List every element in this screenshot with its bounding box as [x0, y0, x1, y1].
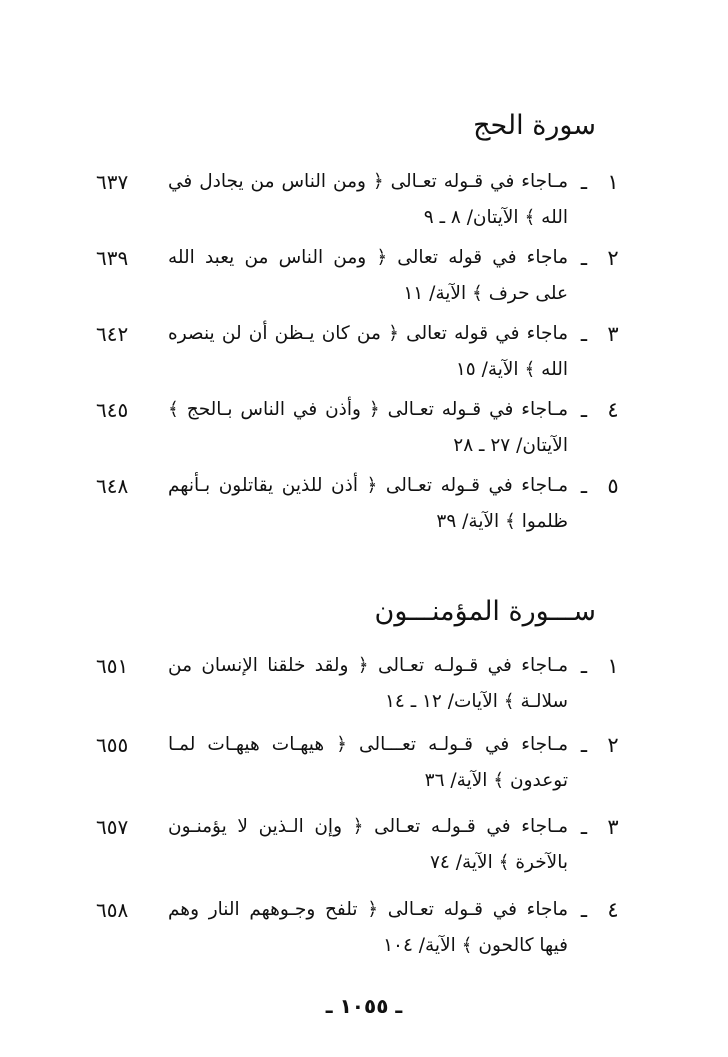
entry-number: ١ [607, 170, 619, 194]
entry-text: مـاجاء في قـولـه تعـالى ﴿ ولقد خلقنا الإنسان من سلالـة ﴾ الآيات/ ١٢ ـ ١٤ [168, 655, 568, 712]
entry-text: ماجاء في قوله تعالى ﴿ من كان يـظن أن لن ينصره الله ﴾ الآية/ ١٥ [168, 323, 568, 380]
entry-text: مـاجاء في قـولـه تعـالى ﴿ وإن الـذين لا يؤمنـون بالآخرة ﴾ الآية/ ٧٤ [168, 816, 568, 873]
entry-number: ١ [607, 654, 619, 678]
entry-dash: ـ [580, 322, 588, 346]
section-title-al-hajj: سورة الحج [473, 110, 596, 141]
entry-number: ٤ [607, 898, 619, 922]
section-title-al-muminun: ســـورة المؤمنـــون [374, 596, 596, 627]
entry-text: ماجاء في قـوله تعـالى ﴿ تلفح وجـوههم النار وهم فيها كالحون ﴾ الآية/ ١٠٤ [168, 899, 568, 956]
entry-dash: ـ [580, 398, 588, 422]
entry-dash: ـ [580, 815, 588, 839]
entry-text: مـاجاء في قـولـه تعـــالى ﴿ هيهـات هيهـات لمـا توعدون ﴾ الآية/ ٣٦ [168, 734, 568, 791]
entry-dash: ـ [580, 898, 588, 922]
entry-dash: ـ [580, 246, 588, 270]
entry-page-number: ٦٤٨ [96, 474, 129, 498]
list-item [0, 316, 728, 396]
entry-text: مـاجاء في قـوله تعـالى ﴿ أذن للذين يقاتلون بـأنهم ظلموا ﴾ الآية/ ٣٩ [168, 475, 568, 532]
entry-page-number: ٦٣٩ [96, 246, 129, 270]
page-footer-number: ـ ١٠٥٥ ـ [325, 994, 403, 1018]
list-item [0, 809, 728, 889]
entry-dash: ـ [580, 170, 588, 194]
entry-dash: ـ [580, 654, 588, 678]
entry-page-number: ٦٥٨ [96, 898, 129, 922]
list-item [0, 892, 728, 972]
entry-page-number: ٦٤٥ [96, 398, 129, 422]
list-item [0, 240, 728, 320]
entry-page-number: ٦٣٧ [96, 170, 129, 194]
entry-text: مـاجاء في قـوله تعـالى ﴿ ومن الناس من يجادل في الله ﴾ الآيتان/ ٨ ـ ٩ [168, 171, 568, 228]
entry-dash: ـ [580, 474, 588, 498]
entry-page-number: ٦٥٧ [96, 815, 129, 839]
entry-number: ٢ [607, 733, 619, 757]
entry-number: ٤ [607, 398, 619, 422]
entry-number: ٢ [607, 246, 619, 270]
entry-page-number: ٦٤٢ [96, 322, 129, 346]
list-item [0, 164, 728, 244]
list-item [0, 727, 728, 807]
list-item [0, 468, 728, 548]
list-item [0, 648, 728, 728]
entry-number: ٣ [607, 322, 619, 346]
entry-text: ماجاء في قوله تعالى ﴿ ومن الناس من يعبد الله على حرف ﴾ الآية/ ١١ [168, 247, 568, 304]
entry-number: ٥ [607, 474, 619, 498]
entry-text: مـاجاء في قـوله تعـالى ﴿ وأذن في الناس بـالحج ﴾ الآيتان/ ٢٧ ـ ٢٨ [168, 399, 568, 456]
entry-number: ٣ [607, 815, 619, 839]
entry-dash: ـ [580, 733, 588, 757]
list-item [0, 392, 728, 472]
entry-page-number: ٦٥٥ [96, 733, 129, 757]
entry-page-number: ٦٥١ [96, 654, 129, 678]
